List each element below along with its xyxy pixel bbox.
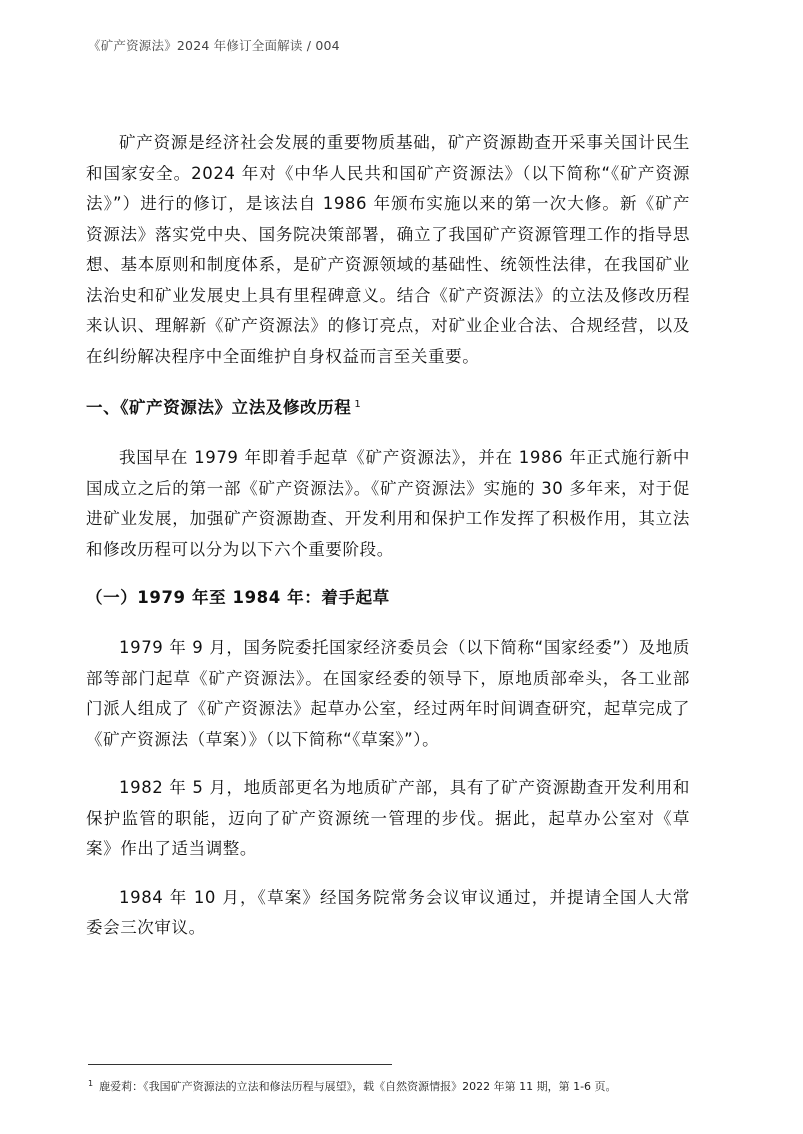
subsection-heading: （一）1979 年至 1984 年：着手起草 — [86, 588, 390, 607]
section-heading — [86, 390, 690, 423]
section-paragraph: 我国早在 1979 年即着手起草《矿产资源法》，并在 1986 年正式施行新中国成立之后的第一部《矿产资源法》。《矿产资源法》实施的 30 多年来，对于促进矿业发展，加强矿产资源勘查、开发利用和保护工作发挥了积极作用，其立法和修改历程可以分为以下六个重要阶段。 — [86, 448, 690, 559]
footnote-reference[interactable]: 1 — [354, 399, 362, 410]
subsection-paragraph: 1984 年 10 月，《草案》经国务院常务会议审议通过，并提请全国人大常委会三次审议。 — [86, 887, 690, 937]
footnote-mark: 1 — [88, 1079, 94, 1088]
running-header: 《矿产资源法》2024 年修订全面解读 / 004 — [88, 38, 340, 53]
footnote-divider — [88, 1064, 392, 1065]
subsection-paragraph: 1982 年 5 月，地质部更名为地质矿产部，具有了矿产资源勘查开发利用和保护监管的职能，迈向了矿产资源统一管理的步伐。据此，起草办公室对《草案》作出了适当调整。 — [86, 778, 690, 858]
footnote-text: 鹿爱莉：《我国矿产资源法的立法和修法历程与展望》，载《自然资源情报》2022 年第 11 期，第 1-6 页。 — [99, 1080, 617, 1093]
intro-paragraph: 矿产资源是经济社会发展的重要物质基础，矿产资源勘查开采事关国计民生和国家安全。2024 年对《中华人民共和国矿产资源法》（以下简称“《矿产资源法》”）进行的修订，是该法自 1986 年颁布实施以来的第一次大修。新《矿产资源法》落实党中央、国务院决策部署，确立了我国矿产资源管理工作的指导思想、基本原则和制度体系，是矿产资源领域的基础性、统领性法律，在我国矿业法治史和矿业发展史上具有里程碑意义。结合《矿产资源法》的立法及修改历程来认识、理解新《矿产资源法》的修订亮点，对矿业企业合法、合规经营，以及在纠纷解决程序中全面维护自身权益而言至关重要。 — [86, 133, 690, 366]
subsection-paragraph: 1979 年 9 月，国务院委托国家经济委员会（以下简称“国家经委”）及地质部等部门起草《矿产资源法》。在国家经委的领导下，原地质部牵头，各工业部门派人组成了《矿产资源法》起草办公室，经过两年时间调查研究，起草完成了《矿产资源法（草案）》（以下简称“《草案》”）。 — [86, 638, 690, 749]
body-content — [86, 128, 690, 962]
footnote — [88, 1078, 617, 1094]
section-title: 一、《矿产资源法》立法及修改历程 — [86, 398, 352, 417]
